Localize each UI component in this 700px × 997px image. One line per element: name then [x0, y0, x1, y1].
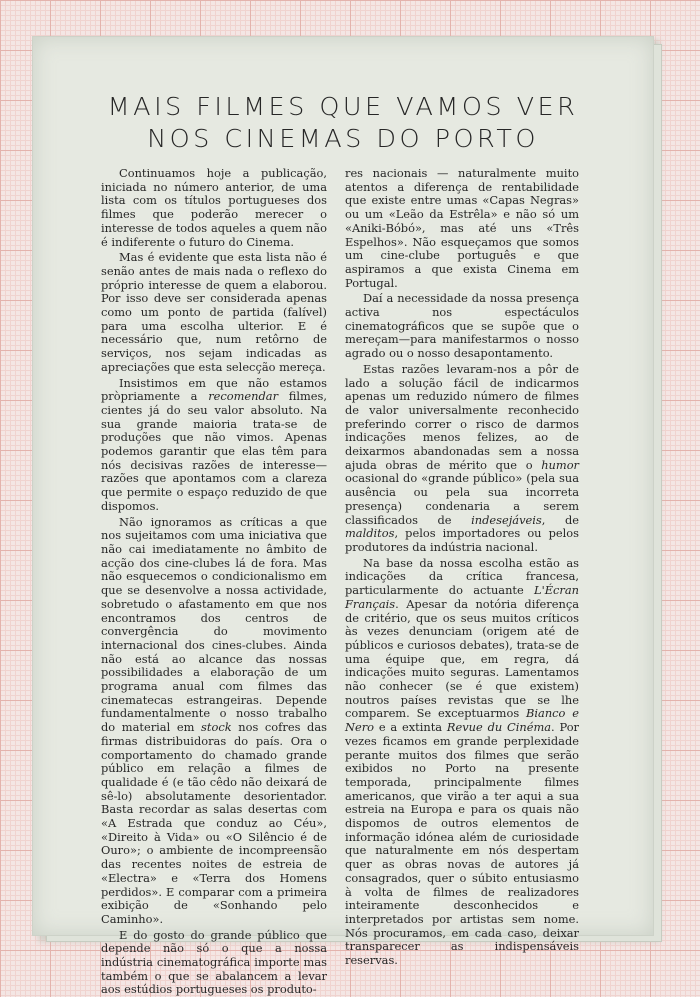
paragraph: [345, 292, 579, 361]
paragraph-text: , de: [541, 512, 580, 527]
paragraph-text: Estas razões levaram-nos a pôr de lado a solução fácil de indicarmos apenas um reduzido número de filmes de valor universalmente reconhecido preferindo correr o risco de darmos indicações menos felizes, ao de deixarmos abandonadas sem a nossa ajuda obras de mérito que o: [345, 361, 579, 472]
left-column: [101, 167, 327, 997]
title-line-2: NOS CINEMAS DO PORTO: [147, 124, 539, 153]
paragraph: [101, 929, 327, 997]
paragraph-text: . Apesar da notória diferença de critério, que os seus muitos críticos às vezes denunciam (origem até de públicos e curiosos debates), trata-se de uma équipe que, em regra, dá indicações muito seguras. Lamentamos não conhecer (se é que existem) noutros países revistas que se lhe comparem. Se exceptuarmos: [345, 596, 579, 721]
paragraph: [101, 167, 327, 249]
paragraph: [345, 557, 579, 968]
italic-text: stock: [201, 720, 232, 735]
document-page: [32, 36, 654, 997]
paragraph: [101, 377, 327, 514]
italic-text: L'Écran Français: [345, 583, 579, 611]
italic-text: indesejáveis: [471, 512, 542, 527]
paragraph: [345, 363, 579, 555]
paragraph: [345, 167, 579, 290]
paragraph: [101, 516, 327, 927]
paragraph-text: filmes, cientes já do seu valor absoluto. Na sua grande maioria trata-se de produções que não vimos. Apenas podemos garantir que elas têm para nós decisivas razões de interesse—razões que apontamos com a clareza que permite o espaço reduzido de que dispomos.: [101, 389, 327, 513]
paragraph-text: ocasional do «grande público» (pela sua ausência ou pela sua incorreta presença) condenaria a serem classificados de: [345, 471, 579, 527]
paragraph-text: Daí a necessidade da nossa presença activa nos espectáculos cinematográficos que se supõe que o mereçam—para manifestarmos o nosso agrado ou o nosso desapontamento.: [345, 291, 579, 361]
italic-text: malditos: [345, 526, 395, 541]
italic-text: Revue du Cinéma: [446, 720, 552, 735]
paragraph-text: Continuamos hoje a publicação, iniciada no número anterior, de uma lista com os títulos portugueses dos filmes que poderão merecer o interesse de todos aqueles a quem não é indiferente o futuro do Cinema.: [101, 166, 327, 249]
italic-text: humor: [541, 457, 579, 472]
italic-text: Bianco e Nero: [345, 706, 579, 735]
paragraph-text: , pelos importadores ou pelos produtores da indústria nacional.: [345, 526, 579, 554]
italic-text: recomendar: [208, 389, 279, 404]
paragraph-text: Não ignoramos as críticas a que nos sujeitamos com uma iniciativa que não cai imediatamente no âmbito de acção dos cine-clubes lá de fora. Mas não esquecemos o condicionalismo em que se desenvolve a nossa actividade, sobretudo o afastamento em que nos encontramos dos centros de convergência do movimento internacional dos cines-clubes. Ainda não está ao alcance das nossas possibilidades a elaboração de um programa anual com filmes das cinematecas estrangeiras. Depende fundamentalmente o nosso trabalho do material em: [101, 514, 327, 735]
paragraph-text: Insistimos em que não estamos pròpriamente a: [101, 375, 327, 404]
paragraph-text: . Por vezes ficamos em grande perplexidade perante muitos dos filmes que serão exibidos no Porto na presente temporada, principalmente filmes americanos, que virão a ter aqui a sua estreia na Europa e para os quais não dispomos de outros elementos de informação idónea além de curiosidade que naturalmente em nós despertam quer as obras novas de autores já consagrados, quer o súbito entusiasmo à volta de filmes de realizadores inteiramente desconhecidos e interpretados por artistas sem nome. Nós procuramos, em cada caso, deixar transparecer as indispensáveis reservas.: [345, 720, 579, 968]
title-line-1: MAIS FILMES QUE VAMOS VER: [107, 92, 579, 121]
paragraph-text: Na base da nossa escolha estão as indicações da crítica francesa, particularmente do actuante: [345, 555, 579, 598]
paragraph-text: res nacionais — naturalmente muito atentos a diferença de rentabilidade que existe entre umas «Capas Negras» ou um «Leão da Estrêla» e não só um «Aniki-Bóbó», mas até uns «Três Espelhos». Não esqueçamos que somos um cine-clube português e que aspiramos a que exista Cinema em Portugal.: [345, 166, 579, 290]
right-column: [345, 167, 579, 968]
paragraph-text: e a extinta: [374, 720, 447, 735]
paragraph: [101, 251, 327, 374]
paragraph-text: Mas é evidente que esta lista não é senão antes de mais nada o reflexo do próprio interesse de quem a elaborou. Por isso deve ser considerada apenas como um ponto de partida (falível) para uma escolha ulterior. E é necessário que, num retôrno de serviços, nos sejam indicadas as apreciações que esta selecção mereça.: [101, 250, 327, 374]
paragraph-text: E do gosto do grande público que depende não só o que a nossa indústria cinematográfica importe mas também o que se abalancem a levar aos estúdios portugueses os produto-: [101, 927, 327, 997]
paragraph-text: nos cofres das firmas distribuidoras do país. Ora o comportamento do chamado grande público em relação a filmes de qualidade é (e tão cêdo não deixará de sê-lo) absolutamente desorientador. Basta recordar as salas desertas com «A Estrada que conduz ao Céu», «Direito à Vida» ou «O Silêncio é de Ouro»; o ambiente de incompreensão das recentes noites de estreia de «Electra» e «Terra dos Homens perdidos». E comparar com a primeira exibição de «Sonhando pelo Caminho».: [101, 720, 327, 926]
article-title: [33, 91, 653, 155]
